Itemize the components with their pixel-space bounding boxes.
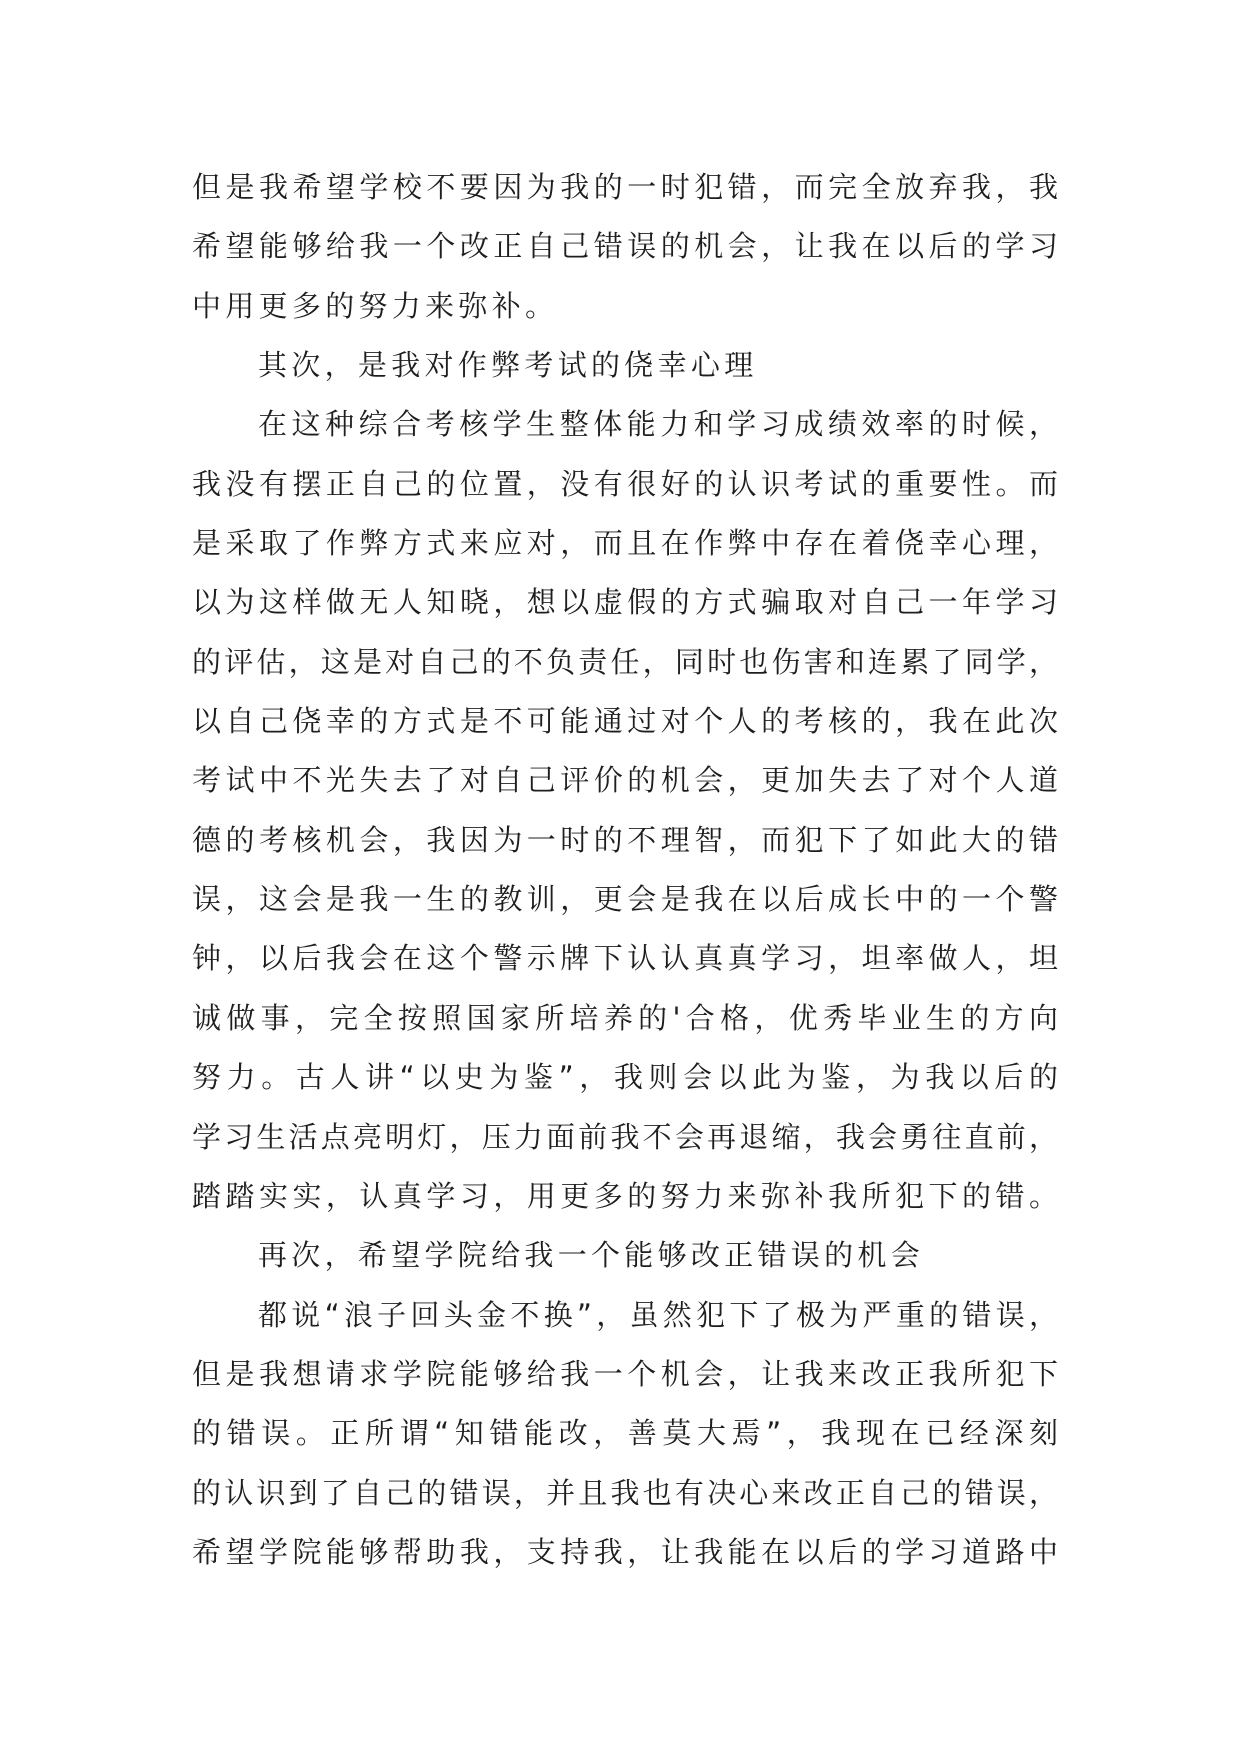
text-line: 学习生活点亮明灯，压力面前我不会再退缩，我会勇往直前，: [192, 1119, 1058, 1154]
text-line: 是采取了作弊方式来应对，而且在作弊中存在着侥幸心理，: [192, 526, 1058, 561]
text-line: 希望学院能够帮助我，支持我，让我能在以后的学习道路中: [192, 1534, 1058, 1569]
body-text: [192, 158, 1058, 1582]
text-line: 误，这会是我一生的教训，更会是我在以后成长中的一个警: [192, 882, 1058, 917]
text-line: 但是我想请求学院能够给我一个机会，让我来改正我所犯下: [192, 1356, 1058, 1391]
text-line: 努力。古人讲“以史为鉴”，我则会以此为鉴，为我以后的: [192, 1060, 1058, 1095]
text-line: 的错误。正所谓“知错能改，善莫大焉”，我现在已经深刻: [192, 1416, 1058, 1451]
text-line: 我没有摆正自己的位置，没有很好的认识考试的重要性。而: [192, 466, 1058, 501]
text-line: 但是我希望学校不要因为我的一时犯错，而完全放弃我，我: [192, 170, 1058, 204]
text-line: 以自己侥幸的方式是不可能通过对个人的考核的，我在此次: [192, 704, 1058, 739]
text-line: 诚做事，完全按照国家所培养的'合格，优秀毕业生的方向: [192, 1000, 1058, 1035]
text-line: 踏踏实实，认真学习，用更多的努力来弥补我所犯下的错。: [192, 1178, 1058, 1213]
text-line: 的评估，这是对自己的不负责任，同时也伤害和连累了同学，: [192, 644, 1058, 679]
text-line: 考试中不光失去了对自己评价的机会，更加失去了对个人道: [192, 763, 1058, 798]
text-line: 钟，以后我会在这个警示牌下认认真真学习，坦率做人，坦: [192, 941, 1058, 976]
section-heading: 其次，是我对作弊考试的侥幸心理: [258, 348, 758, 383]
text-line: 中用更多的努力来弥补。: [192, 288, 559, 323]
text-line: 德的考核机会，我因为一时的不理智，而犯下了如此大的错: [192, 822, 1058, 857]
text-line: 在这种综合考核学生整体能力和学习成绩效率的时候，: [258, 407, 1058, 442]
text-line: 的认识到了自己的错误，并且我也有决心来改正自己的错误，: [192, 1475, 1058, 1510]
section-heading: 再次，希望学院给我一个能够改正错误的机会: [258, 1238, 925, 1273]
text-line: 以为这样做无人知晓，想以虚假的方式骗取对自己一年学习: [192, 585, 1058, 620]
text-line: 希望能够给我一个改正自己错误的机会，让我在以后的学习: [192, 229, 1058, 264]
text-line: 都说“浪子回头金不换”，虽然犯下了极为严重的错误，: [258, 1297, 1058, 1332]
